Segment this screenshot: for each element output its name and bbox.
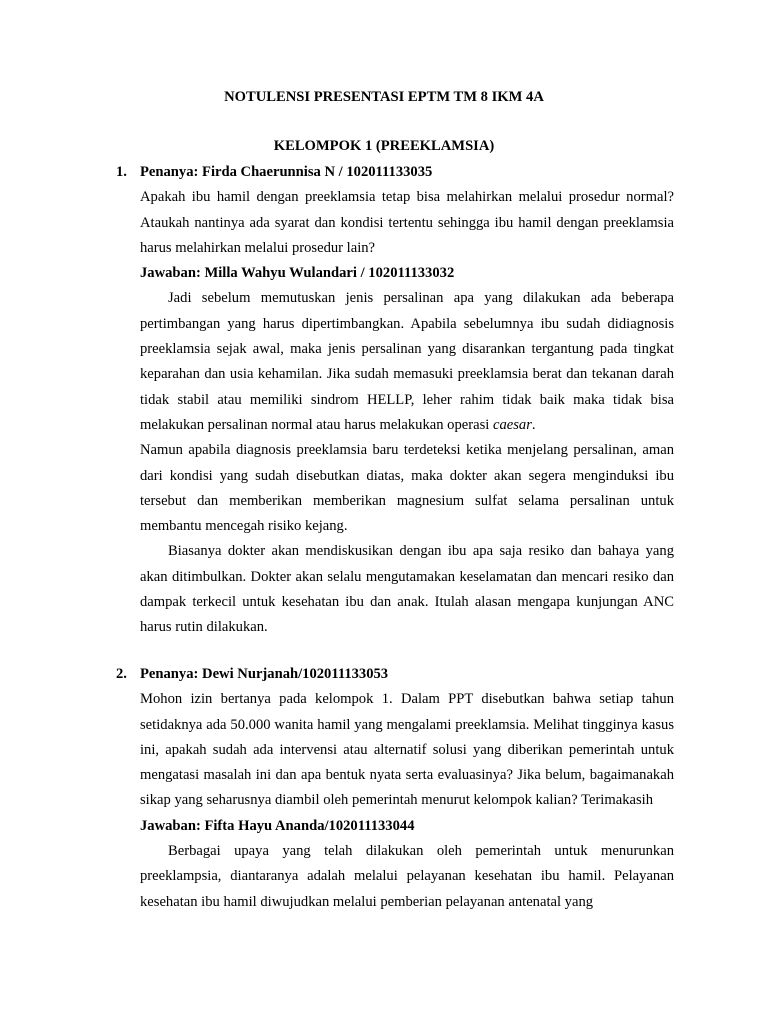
item-body bbox=[140, 160, 674, 641]
list-item bbox=[116, 662, 674, 915]
answer-text: Jadi sebelum memutuskan jenis persalinan apa yang dilakukan ada beberapa pertimbangan yang harus dipertimbangkan. Apabila sebelumnya ibu sudah didiagnosis preeklamsia sejak awal, maka jenis persalinan yang disarankan tergantung pada tingkat keparahan dan usia kehamilan. Jika sudah memasuki preeklamsia berat dan tekanan darah tidak stabil atau memiliki sindrom HELLP, leher rahim tidak baik maka tidak bisa melakukan persalinan normal atau harus melakukan operasi bbox=[140, 290, 674, 433]
answer-label: Jawaban: Milla Wahyu Wulandari / 102011133032 bbox=[140, 265, 455, 282]
item-number: 1. bbox=[116, 164, 127, 180]
question-label: Penanya: Firda Chaerunnisa N / 102011133035 bbox=[140, 164, 433, 180]
answer-paragraph: Berbagai upaya yang telah dilakukan oleh pemerintah untuk menurunkan preeklampsia, diantaranya adalah melalui pelayanan kesehatan ibu hamil. Pelayanan kesehatan ibu hamil diwujudkan melalui pemberian pelayanan antenatal yang bbox=[140, 843, 674, 910]
answer-paragraph: Biasanya dokter akan mendiskusikan dengan ibu apa saja resiko dan bahaya yang akan ditimbulkan. Dokter akan selalu mengutamakan keselamatan dan mencari resiko dan dampak terkecil untuk kesehatan ibu dan anak. Itulah alasan mengapa kunjungan ANC harus rutin dilakukan. bbox=[140, 543, 674, 636]
document-subtitle: KELOMPOK 1 (PREEKLAMSIA) bbox=[273, 138, 495, 154]
answer-paragraph: Namun apabila diagnosis preeklamsia baru terdeteksi ketika menjelang persalinan, aman dari kondisi yang sudah disebutkan diatas, maka dokter akan segera menginduksi ibu tersebut dan memberikan memberikan magnesium sulfat selama persalinan untuk membantu mencegah risiko kejang. bbox=[140, 442, 674, 535]
question-text: Mohon izin bertanya pada kelompok 1. Dalam PPT disebutkan bahwa setiap tahun setidaknya ada 50.000 wanita hamil yang mengalami preeklamsia. Melihat tingginya kasus ini, apakah sudah ada intervensi atau alternatif solusi yang diberikan pemerintah untuk mengatasi masalah ini dan apa bentuk nyata serta evaluasinya? Jika belum, bagaimanakah sikap yang seharusnya diambil oleh pemerintah menurut kelompok kalian? Terimakasih bbox=[140, 691, 674, 809]
list-item bbox=[116, 160, 674, 641]
question-text: Apakah ibu hamil dengan preeklamsia tetap bisa melahirkan melalui prosedur normal? Ataukah nantinya ada syarat dan kondisi tertentu sehingga ibu hamil dengan preeklamsia harus melahirkan melalui prosedur lain? bbox=[140, 189, 674, 256]
answer-italic-text: caesar bbox=[492, 416, 532, 433]
document-title: NOTULENSI PRESENTASI EPTM TM 8 IKM 4A bbox=[224, 89, 544, 105]
item-number: 2. bbox=[116, 666, 127, 682]
item-body bbox=[140, 662, 674, 915]
question-label: Penanya: Dewi Nurjanah/102011133053 bbox=[140, 666, 389, 682]
answer-paragraph bbox=[140, 286, 674, 438]
answer-text-end: . bbox=[531, 416, 536, 433]
answer-label: Jawaban: Fifta Hayu Ananda/102011133044 bbox=[140, 817, 415, 834]
